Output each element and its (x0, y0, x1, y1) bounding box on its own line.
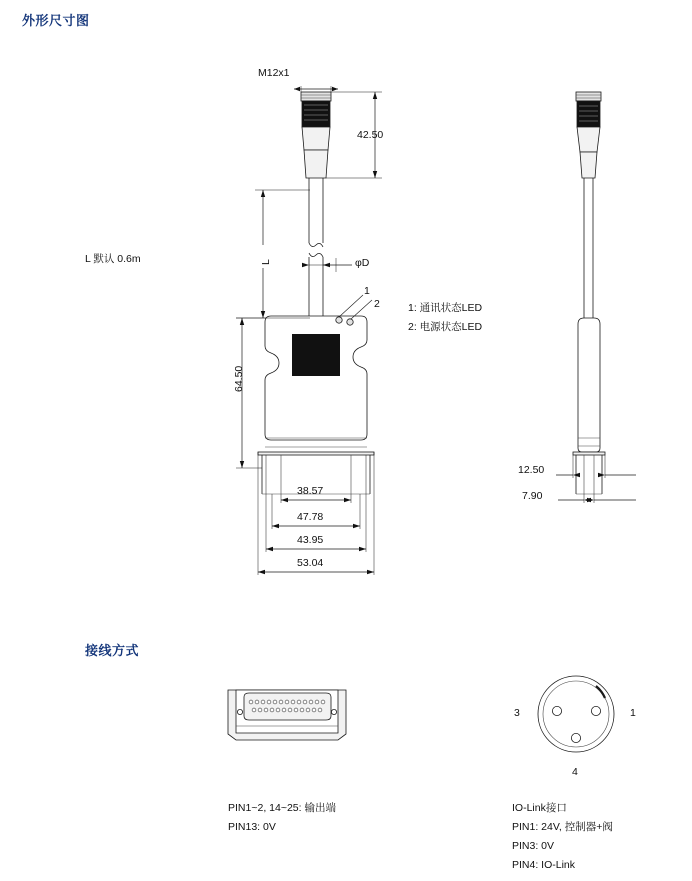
section-title-outline: 外形尺寸图 (22, 13, 90, 28)
label-dim-7-90: 7.90 (522, 490, 543, 502)
label-dim-47-78: 47.78 (297, 511, 324, 523)
label-m12-pin-1: 1 (630, 707, 636, 719)
label-callout-1: 1 (364, 285, 370, 297)
label-m12-pin-3: 3 (514, 707, 520, 719)
m12-note-title: IO-Link接口 (512, 802, 567, 814)
dsub-connector (228, 690, 346, 740)
label-dim-43-95: 43.95 (297, 534, 324, 546)
label-dim-42-50: 42.50 (357, 129, 384, 141)
legend-power-led: 2: 电源状态LED (408, 321, 483, 333)
m12-pinout (538, 676, 614, 752)
m12-note-pin4: PIN4: IO-Link (512, 859, 576, 871)
label-dim-38-57: 38.57 (297, 485, 324, 497)
label-m12x1: M12x1 (258, 67, 290, 79)
label-dim-64-50: 64.50 (233, 365, 245, 392)
label-cable-default-length: L 默认 0.6m (85, 253, 141, 265)
dsub-note-line2: PIN13: 0V (228, 821, 276, 833)
m12-note-pin1: PIN1: 24V, 控制器+阀 (512, 821, 613, 833)
label-cable-length-mark: L (260, 259, 272, 265)
dsub-note-line1: PIN1~2, 14~25: 输出端 (228, 802, 336, 814)
label-callout-2: 2 (374, 298, 380, 310)
section-title-wiring: 接线方式 (85, 643, 140, 658)
m12-note-pin3: PIN3: 0V (512, 840, 555, 852)
label-dim-12-50: 12.50 (518, 464, 545, 476)
label-cable-diameter: φD (355, 257, 370, 269)
legend-comm-led: 1: 通讯状态LED (408, 302, 483, 314)
label-m12-pin-4: 4 (572, 766, 578, 778)
label-dim-53-04: 53.04 (297, 557, 324, 569)
